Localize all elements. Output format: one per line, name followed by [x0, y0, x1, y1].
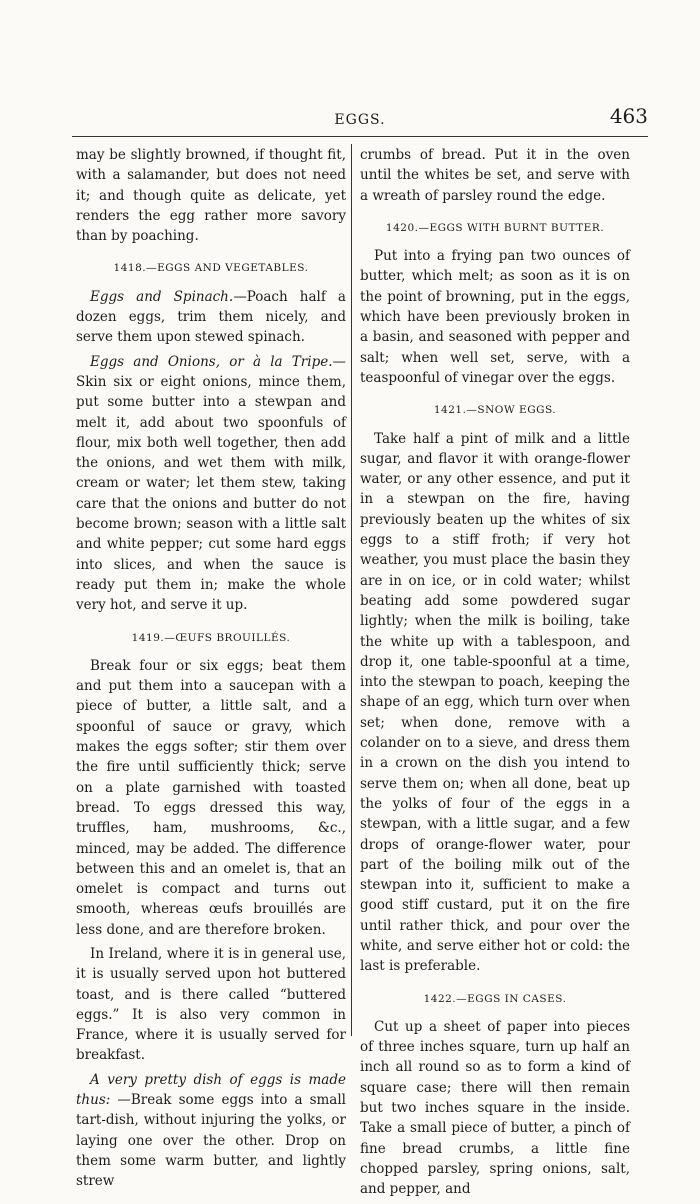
paragraph	[76, 352, 346, 616]
left-column	[76, 145, 346, 1196]
paragraph	[360, 145, 630, 206]
paragraph-text: Cut up a sheet of paper into pieces of three inches square, turn up half an inch all round so as to form a kind of square case; there will then remain but two inches square in the inside. Take a small piece of butter, a pinch of fine bread crumbs, a little fine chopped parsley, spring onions, salt, and pepper, and	[360, 1018, 630, 1198]
paragraph	[76, 1070, 346, 1192]
paragraph-text: Break four or six eggs; beat them and put them into a saucepan with a piece of butter, a little salt, and a spoonful of sauce or gravy, which makes the eggs softer; stir them over the fire until sufficiently thick; serve on a plate garnished with toasted bread. To eggs dressed this way, truffles, ham, mushrooms, &c., minced, may be added. The difference between this and an omelet is, that an omelet is compact and turns out smooth, whereas œufs brouillés are less done, and are therefore broken.	[76, 657, 346, 938]
page-header	[72, 102, 648, 132]
section-heading: 1422.—EGGS IN CASES.	[423, 992, 567, 1005]
paragraph-lead: Eggs and Onions, or à la Tripe.	[90, 353, 333, 370]
paragraph	[76, 287, 346, 348]
section-heading: 1421.—SNOW EGGS.	[433, 404, 557, 417]
paragraph-text: —Poach half a dozen eggs, trim them nicely, and serve them upon stewed spinach.	[76, 288, 346, 346]
paragraph-text: Take half a pint of milk and a little sugar, and flavor it with orange-flower water, or any other essence, and put it in a stewpan on the fire, having previously beaten up the whites of six eggs to a stiff froth; if very hot weather, you must place the basin they are in on ice, or in cold water; whilst beating add some powdered sugar lightly; when the milk is boiling, take the white up with a tablespoon, and drop it, one table-spoonful at a time, into the stewpan to poach, keeping the shape of an egg, which turn over when set; when done, remove with a colander on to a sieve, and dress them in a crown on the dish you intend to serve them on; when all done, beat up the yolks of four of the eggs in a stewpan, with a little sugar, and a few drops of orange-flower water, pour part of the boiling milk out of the stewpan into it, sufficient to make a good stiff custard, put it on the fire until rather thick, and pour over the white, and serve either hot or cold: the last is preferable.	[360, 430, 630, 975]
section-heading: 1418.—EGGS AND VEGETABLES.	[113, 262, 309, 275]
section-heading: 1419.—ŒUFS BROUILLÉS.	[131, 631, 291, 644]
running-title: EGGS.	[334, 112, 386, 128]
paragraph	[360, 246, 630, 388]
paragraph	[76, 145, 346, 246]
paragraph	[360, 1017, 630, 1200]
paragraph-lead: Eggs and Spinach.	[90, 288, 234, 305]
right-column	[360, 145, 630, 1204]
paragraph-lead: A very pretty dish of eggs is made thus:	[76, 1071, 346, 1109]
column-divider	[351, 144, 352, 1036]
paragraph-text: —Skin six or eight onions, mince them, put some butter into a stewpan and melt it, add about two spoonfuls of flour, mix both well together, then add the onions, and wet them with milk, cream or water; let them stew, taking care that the onions and butter do not become brown; season with a little salt and white pepper; cut some hard eggs into slices, and when the sauce is ready put them in; make the whole very hot, and serve it up.	[76, 353, 346, 614]
paragraph-text: In Ireland, where it is in general use, it is usually served upon hot buttered toast, and is there called “buttered eggs.” It is also very common in France, where it is usually served for breakfast.	[76, 945, 346, 1064]
paragraph-text: —Break some eggs into a small tart-dish, without injuring the yolks, or laying one over the other. Drop on them some warm butter, and lightly strew	[76, 1092, 346, 1190]
paragraph	[76, 656, 346, 940]
section-heading: 1420.—EGGS WITH BURNT BUTTER.	[385, 221, 605, 234]
paragraph-text: crumbs of bread. Put it in the oven until the whites be set, and serve with a wreath of parsley round the edge.	[360, 147, 630, 204]
header-rule	[72, 136, 648, 137]
page-number: 463	[609, 104, 648, 128]
paragraph	[360, 429, 630, 977]
paragraph-text: may be slightly browned, if thought fit, with a salamander, but does not need it; and though quite as delicate, yet renders the egg rather more savory than by poaching.	[76, 147, 346, 245]
paragraph	[76, 944, 346, 1066]
paragraph-text: Put into a frying pan two ounces of butter, which melt; as soon as it is on the point of browning, put in the eggs, which have been previously broken in a basin, and seasoned with pepper and salt; when well set, serve, with a teaspoonful of vinegar over the eggs.	[360, 248, 630, 386]
